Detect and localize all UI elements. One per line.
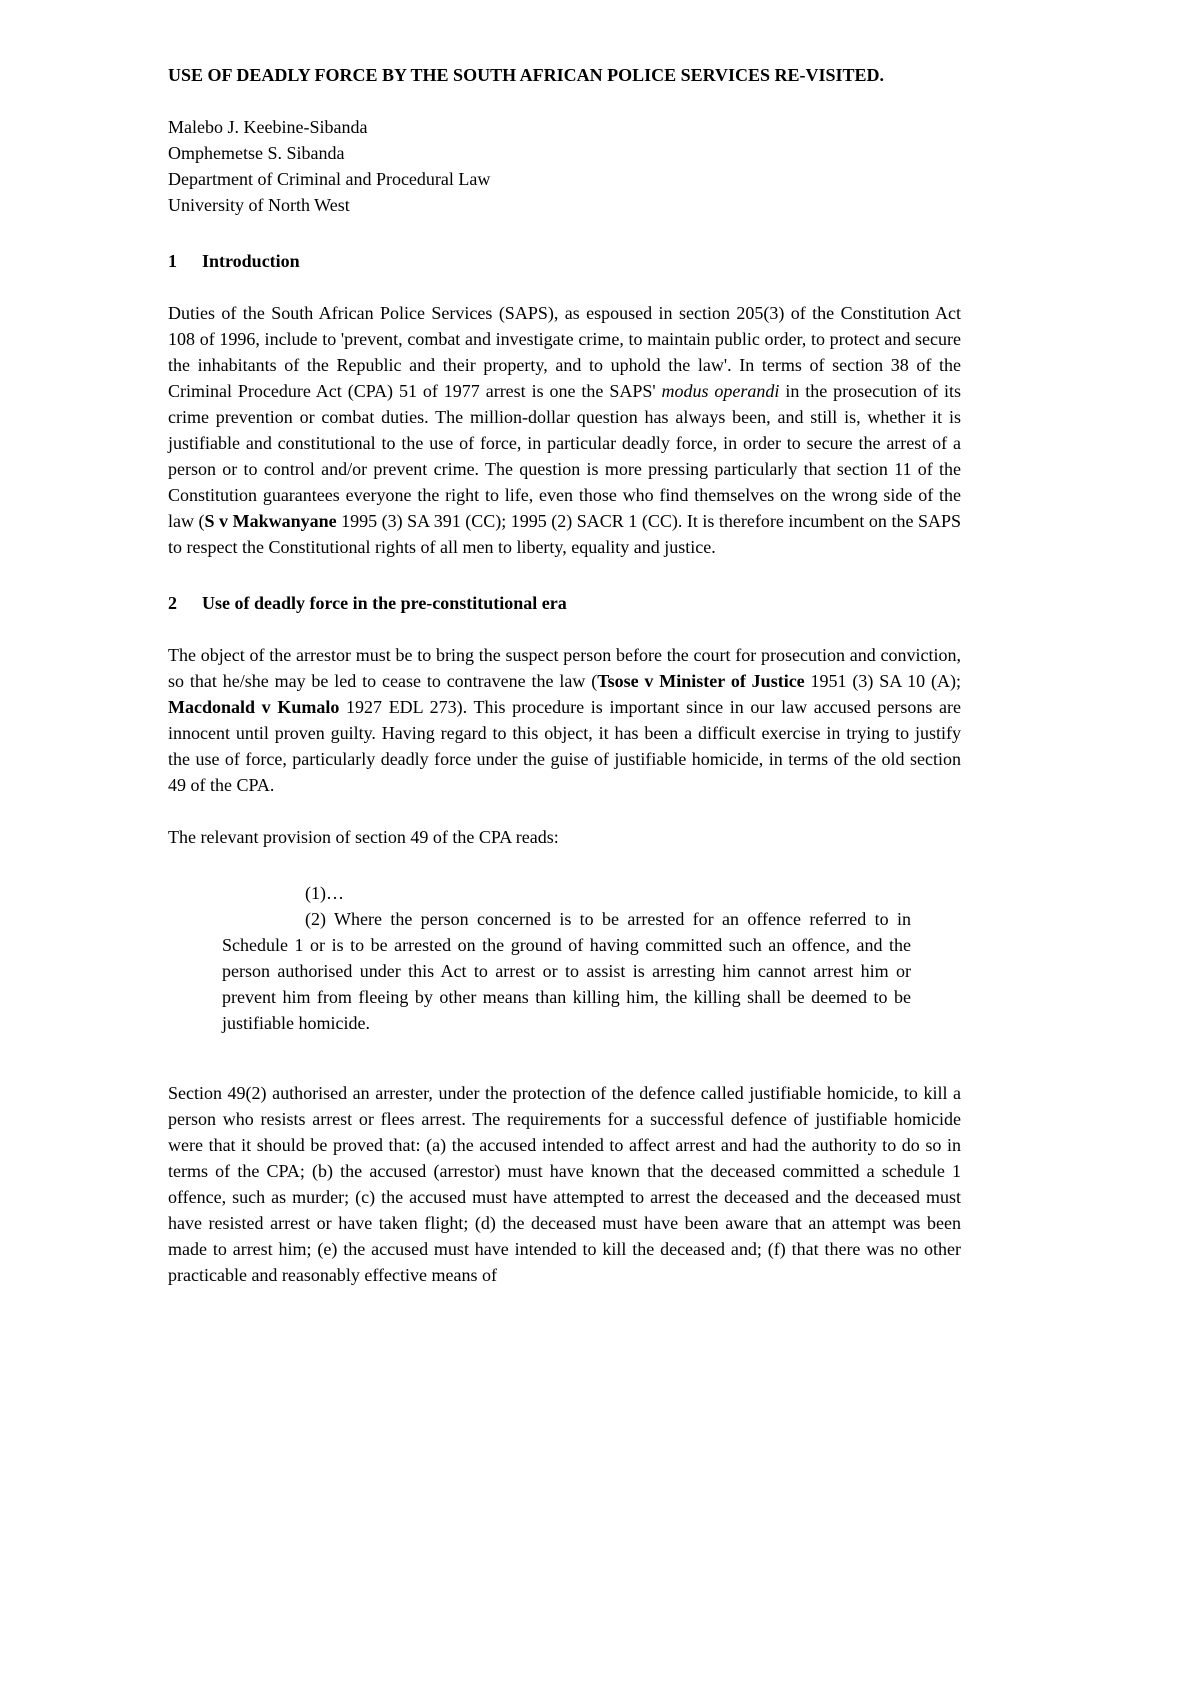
case-citation: S v Makwanyane <box>204 511 337 531</box>
case-citation: Tsose v Minister of Justice <box>597 671 805 691</box>
body-paragraph <box>168 1080 961 1288</box>
text-run: 1927 EDL 273). This procedure is important since in our law accused persons are innocent until proven guilty. Having regard to this object, it has been a difficult exercise in trying to justify the use of force, particularly deadly force under the guise of justifiable homicide, in terms of the old section 49 of the CPA. <box>168 697 961 795</box>
latin-phrase: modus operandi <box>661 381 780 401</box>
document-blocks <box>168 248 961 1288</box>
section-heading <box>168 248 961 274</box>
author-line: Malebo J. Keebine-Sibanda <box>168 117 368 137</box>
author-affiliation: Department of Criminal and Procedural Law <box>168 169 491 189</box>
quote-paragraph: (1)… <box>305 883 344 903</box>
section-title: Introduction <box>202 251 300 271</box>
text-run: The object of the arrestor must be to bring the suspect person before the court for prosecution and conviction, so that he/she may be led to cease to contravene the law ( <box>168 645 961 691</box>
author-line: Omphemetse S. Sibanda <box>168 143 345 163</box>
author-affiliation: University of North West <box>168 195 350 215</box>
quote-paragraph: (2) Where the person concerned is to be arrested for an offence referred to in Schedule 1 or is to be arrested on the ground of having committed such an offence, and the person authorised under this Act to arrest or to assist is arresting him cannot arrest him or prevent him from fleeing by other means than killing him, the killing shall be deemed to be justifiable homicide. <box>222 909 911 1033</box>
section-number: 2 <box>168 593 177 613</box>
body-paragraph <box>168 300 961 560</box>
section-title: Use of deadly force in the pre-constitutional era <box>202 593 567 613</box>
text-run: The relevant provision of section 49 of the CPA reads: <box>168 827 559 847</box>
document-title: USE OF DEADLY FORCE BY THE SOUTH AFRICAN POLICE SERVICES RE-VISITED. <box>168 65 885 85</box>
text-run: Section 49(2) authorised an arrester, under the protection of the defence called justifiable homicide, to kill a person who resists arrest or flees arrest. The requirements for a successful defence of justifiable homicide were that it should be proved that: (a) the accused intended to affect arrest and had the authority to do so in terms of the CPA; (b) the accused (arrestor) must have known that the deceased committed a schedule 1 offence, such as murder; (c) the accused must have attempted to arrest the deceased and the deceased must have resisted arrest or have taken flight; (d) the deceased must have been aware that an attempt was been made to arrest him; (e) the accused must have intended to kill the deceased and; (f) that there was no other practicable and reasonably effective means of <box>168 1083 961 1285</box>
body-paragraph <box>168 824 961 850</box>
text-run: 1951 (3) SA 10 (A); <box>804 671 961 691</box>
text-run: in the prosecution of its crime prevention or combat duties. The million-dollar question has always been, and still is, whether it is justifiable and constitutional to the use of force, in particular deadly force, in order to secure the arrest of a person or to control and/or prevent crime. The question is more pressing particularly that section 11 of the Constitution guarantees everyone the right to life, even those who find themselves on the wrong side of the law ( <box>168 381 961 531</box>
case-citation: Macdonald v Kumalo <box>168 697 340 717</box>
body-paragraph <box>168 642 961 798</box>
text-run: Duties of the South African Police Services (SAPS), as espoused in section 205(3) of the Constitution Act 108 of 1996, include to 'prevent, combat and investigate crime, to maintain public order, to protect and secure the inhabitants of the Republic and their property, and to uphold the law'. In terms of section 38 of the Criminal Procedure Act (CPA) 51 of 1977 arrest is one the SAPS' <box>168 303 961 401</box>
author-block <box>168 114 961 218</box>
section-heading <box>168 590 961 616</box>
statute-quote-block <box>168 880 961 1036</box>
text-run: 1995 (3) SA 391 (CC); 1995 (2) SACR 1 (CC). It is therefore incumbent on the SAPS to respect the Constitutional rights of all men to liberty, equality and justice. <box>168 511 961 557</box>
section-number: 1 <box>168 251 177 271</box>
